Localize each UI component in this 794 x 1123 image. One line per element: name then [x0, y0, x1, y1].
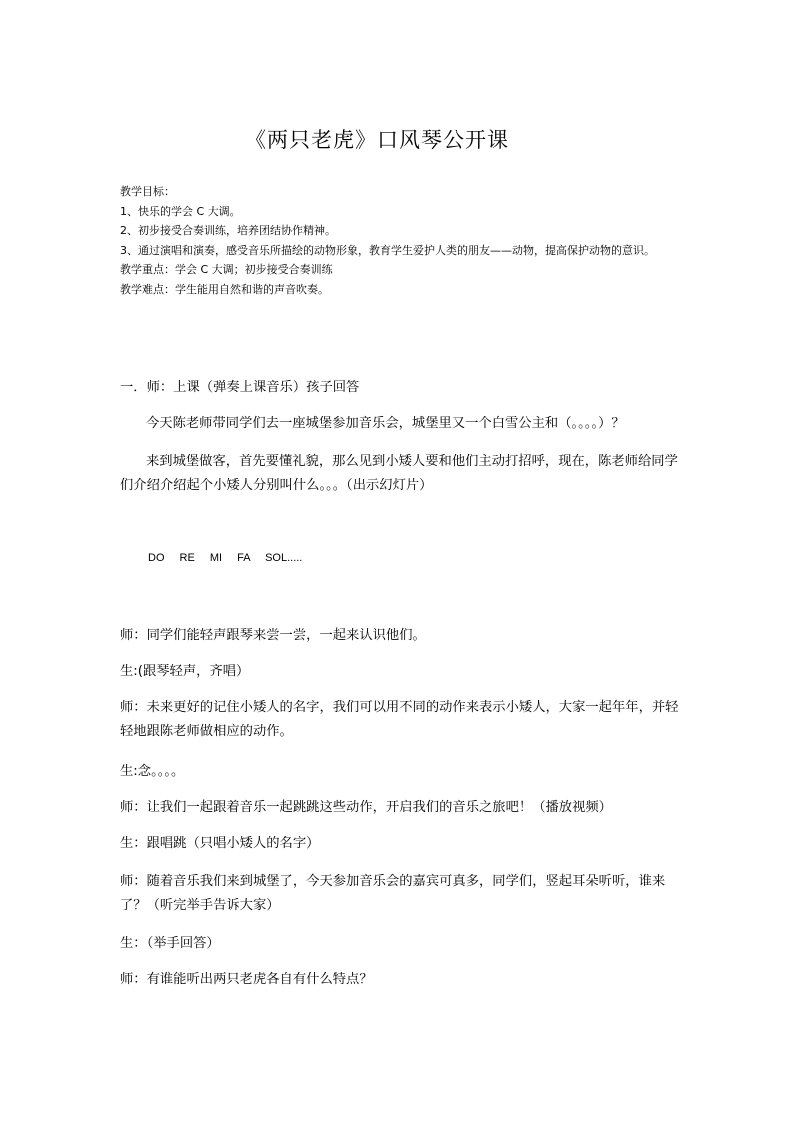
teaching-difficulty: 教学难点：学生能用自然和谐的声音吹奏。: [120, 282, 329, 296]
teaching-focus: 教学重点：学会 C 大调；初步接受合奏训练: [120, 263, 333, 276]
objective-item: 2、初步接受合奏训练，培养团结协作精神。: [120, 224, 336, 237]
dialogue-line-3: [120, 760, 685, 784]
section-heading: 一．师：上课（弹奏上课音乐）孩子回答: [120, 380, 360, 395]
dialogue-line-1: [120, 660, 685, 684]
solfege-line: DO RE MI FA SOL.....: [148, 552, 303, 564]
dialogue-line: 师：未来更好的记住小矮人的名字，我们可以用不同的动作来表示小矮人，大家一起年年，并轻轻地跟陈老师做相应的动作。: [120, 700, 679, 739]
intro-paragraph: 今天陈老师带同学们去一座城堡参加音乐会，城堡里又一个白雪公主和（。。。。）？: [146, 416, 625, 431]
dialogue-line: 生:念。。。。: [120, 764, 185, 779]
dialogue-line-2: [120, 696, 685, 744]
dialogue-line: 生：跟唱跳（只唱小矮人的名字）: [120, 836, 320, 851]
dialogue-line-8: [120, 968, 685, 992]
dialogue-line-0: [120, 624, 685, 648]
section-heading-block: [120, 376, 685, 400]
teaching-objectives: [120, 182, 685, 299]
dialogue-line-6: [120, 870, 685, 918]
objectives-heading: 教学目标：: [120, 185, 175, 198]
dialogue-line-7: [120, 932, 685, 956]
dialogue-line-4: [120, 796, 685, 820]
dialogue-line: 师：随着音乐我们来到城堡了，今天参加音乐会的嘉宾可真多，同学们，竖起耳朵听听，谁来了？（听完举手告诉大家）: [120, 874, 666, 913]
dialogue-line: 师：有谁能听出两只老虎各自有什么特点？: [120, 972, 373, 987]
intro-paragraph: 来到城堡做客，首先要懂礼貌，那么见到小矮人要和他们主动打招呼，现在，陈老师给同学们介绍介绍起个小矮人分别叫什么。。。（出示幻灯片）: [120, 454, 678, 493]
dialogue-line: 师：让我们一起跟着音乐一起跳跳这些动作，开启我们的音乐之旅吧！（播放视频）: [120, 800, 612, 815]
dialogue-line: 师：同学们能轻声跟琴来尝一尝，一起来认识他们。: [120, 628, 426, 643]
intro-block-2: [120, 450, 685, 498]
objective-item: 3、通过演唱和演奏，感受音乐所描绘的动物形象，教育学生爱护人类的朋友——动物，提高保护动物的意识。: [120, 243, 655, 257]
dialogue-line-5: [120, 832, 685, 856]
intro-block: [120, 412, 685, 436]
document-title: 《两只老虎》口风琴公开课: [245, 128, 509, 152]
objective-item: 1、快乐的学会 C 大调。: [120, 204, 241, 218]
dialogue-line: 生:(跟琴轻声，齐唱）: [120, 664, 250, 679]
dialogue-line: 生：（举手回答）: [120, 936, 220, 951]
